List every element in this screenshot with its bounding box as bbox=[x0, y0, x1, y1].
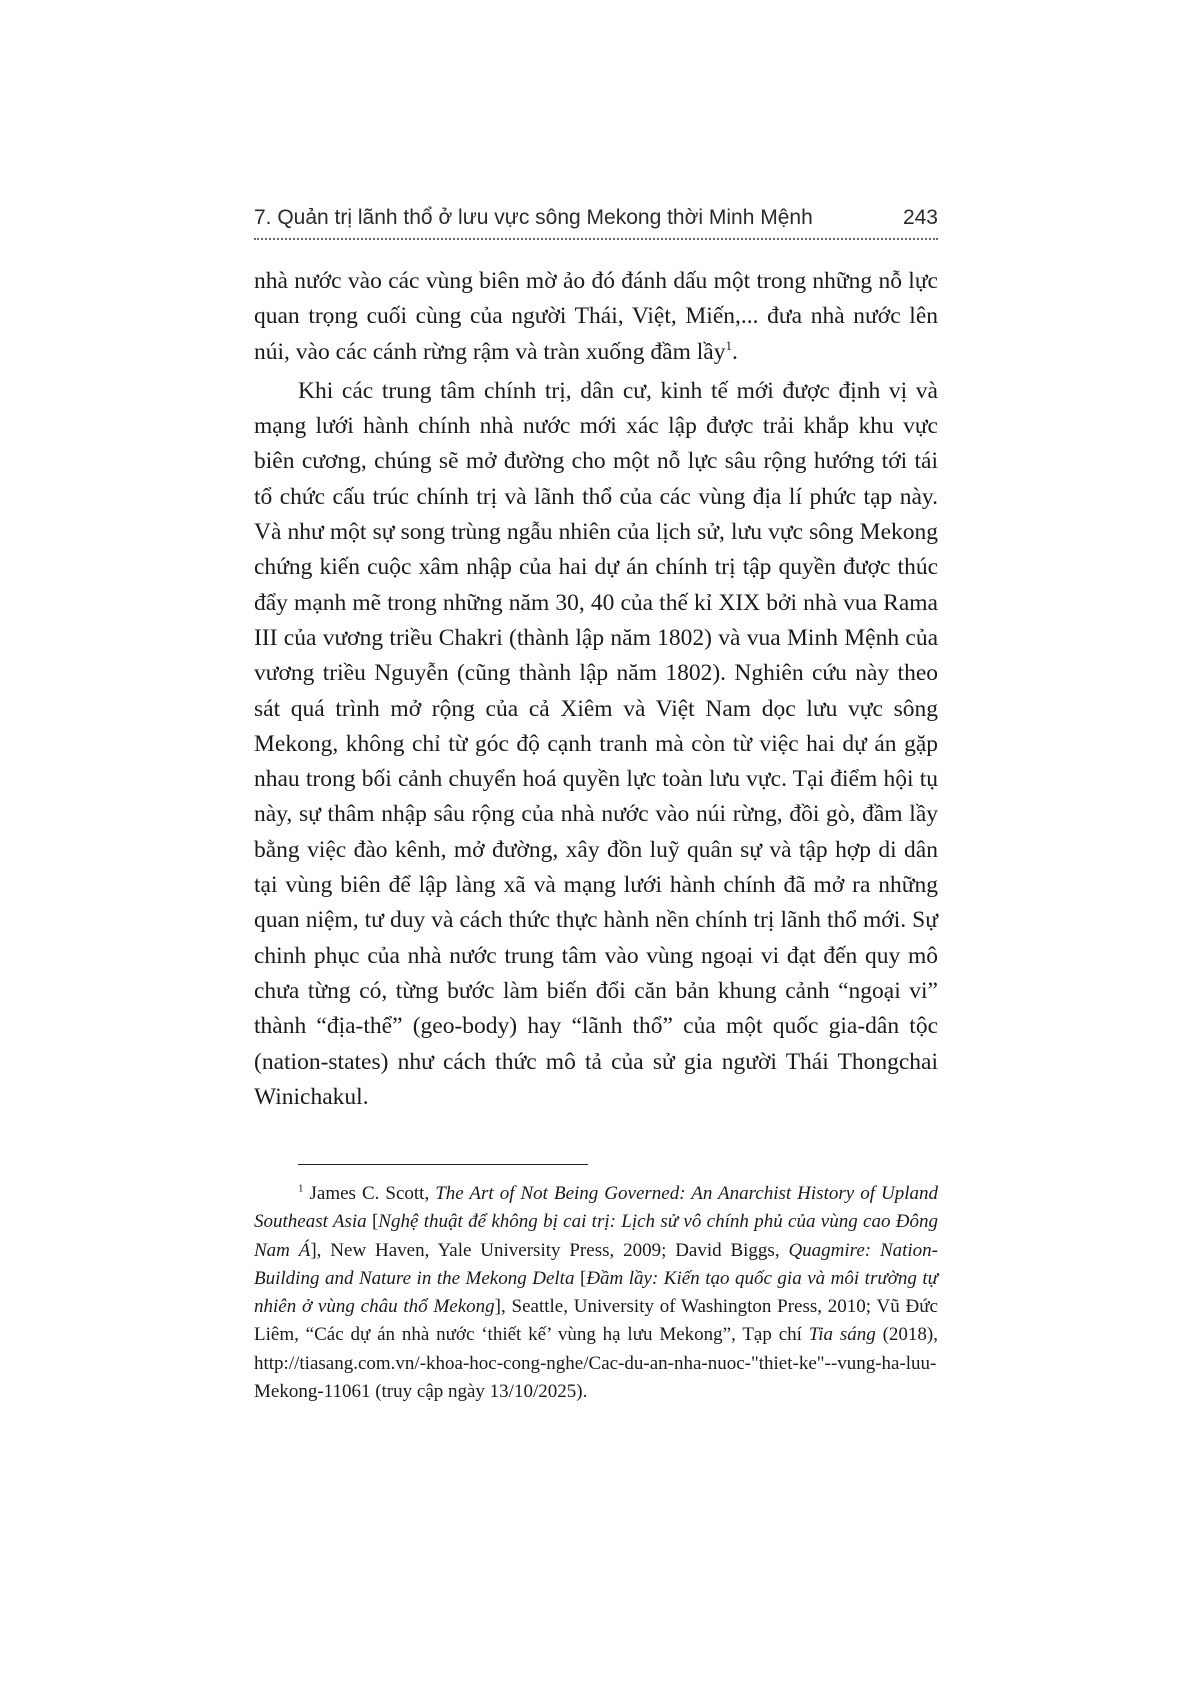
footnote-text: [ bbox=[574, 1267, 587, 1289]
footnote-number: 1 bbox=[298, 1182, 304, 1195]
paragraph-end: . bbox=[731, 338, 738, 365]
main-text bbox=[254, 264, 938, 1115]
footnote-text: James C. Scott, bbox=[303, 1183, 436, 1204]
book-title: Quagmire: Nation-Building and Nature in the Mekong Delta bbox=[254, 1239, 939, 1289]
footnote-text: ], New Haven, Yale University Press, 2009; David Biggs, bbox=[310, 1239, 789, 1261]
footnote-text: ], Seattle, University of Washington Press, 2010; Vũ Đức Liêm, “Các dự án nhà nước ‘thiết kế’ vùng hạ lưu Mekong”, Tạp chí bbox=[254, 1296, 938, 1346]
paragraph-text: nhà nước vào các vùng biên mờ ảo đó đánh dấu một trong những nỗ lực quan trọng cuối cùng của người Thái, Việt, Miến,... đưa nhà nước lên núi, vào các cánh rừng rậm và tràn xuống đầm lầy bbox=[254, 268, 938, 365]
journal-title: Tia sáng bbox=[808, 1324, 876, 1346]
book-title: The Art of Not Being Governed: An Anarchist History of Upland Southeast Asia bbox=[254, 1183, 938, 1233]
footnote-text: (2018), http://tiasang.com.vn/-khoa-hoc-cong-nghe/Cac-du-an-nha-nuoc-"thiet-ke"--vung-ha-luu-Mekong-11061 (truy cập ngày 13/10/2025). bbox=[254, 1324, 938, 1403]
paragraph bbox=[254, 264, 938, 370]
page-number: 243 bbox=[902, 206, 938, 229]
book-title-translation: Đầm lầy: Kiến tạo quốc gia và môi trường tự nhiên ở vùng châu thổ Mekong bbox=[254, 1267, 938, 1318]
running-title: 7. Quản trị lãnh thổ ở lưu vực sông Mekong thời Minh Mệnh bbox=[254, 206, 813, 229]
book-title-translation: Nghệ thuật để không bị cai trị: Lịch sử vô chính phủ của vùng cao Đông Nam Á bbox=[254, 1211, 938, 1261]
footnote-text: [ bbox=[366, 1211, 379, 1233]
header-divider bbox=[254, 238, 938, 240]
paragraph: Khi các trung tâm chính trị, dân cư, kinh tế mới được định vị và mạng lưới hành chính nhà nước mới xác lập được trải khắp khu vực biên cương, chúng sẽ mở đường cho một nỗ lực sâu rộng hướng tới tái tổ chức cấu trúc chính trị và lãnh thổ của các vùng địa lí phức tạp này. Và như một sự song trùng ngẫu nhiên của lịch sử, lưu vực sông Mekong chứng kiến cuộc xâm nhập của hai dự án chính trị tập quyền được thúc đẩy mạnh mẽ trong những năm 30, 40 của thế kỉ XIX bởi nhà vua Rama III của vương triều Chakri (thành lập năm 1802) và vua Minh Mệnh của vương triều Nguyễn (cũng thành lập năm 1802). Nghiên cứu này theo sát quá trình mở rộng của cả Xiêm và Việt Nam dọc lưu vực sông Mekong, không chỉ từ góc độ cạnh tranh mà còn từ việc hai dự án gặp nhau trong bối cảnh chuyển hoá quyền lực toàn lưu vực. Tại điểm hội tụ này, sự thâm nhập sâu rộng của nhà nước vào núi rừng, đồi gò, đầm lầy bằng việc đào kênh, mở đường, xây đồn luỹ quân sự và tập hợp di dân tại vùng biên để lập làng xã và mạng lưới hành chính đã mở ra những quan niệm, tư duy và cách thức thực hành nền chính trị lãnh thổ mới. Sự chinh phục của nhà nước trung tâm vào vùng ngoại vi đạt đến quy mô chưa từng có, từng bước làm biến đổi căn bản khung cảnh “ngoại vi” thành “địa-thể” (geo-body) hay “lãnh thổ” của một quốc gia-dân tộc (nation-states) như cách thức mô tả của sử gia người Thái Thongchai Winichakul. bbox=[254, 377, 938, 1110]
footnote bbox=[254, 1180, 938, 1406]
footnotes bbox=[254, 1180, 938, 1406]
footnote-divider bbox=[298, 1164, 588, 1165]
footnote-reference[interactable]: 1 bbox=[725, 337, 732, 353]
running-header bbox=[254, 206, 938, 236]
